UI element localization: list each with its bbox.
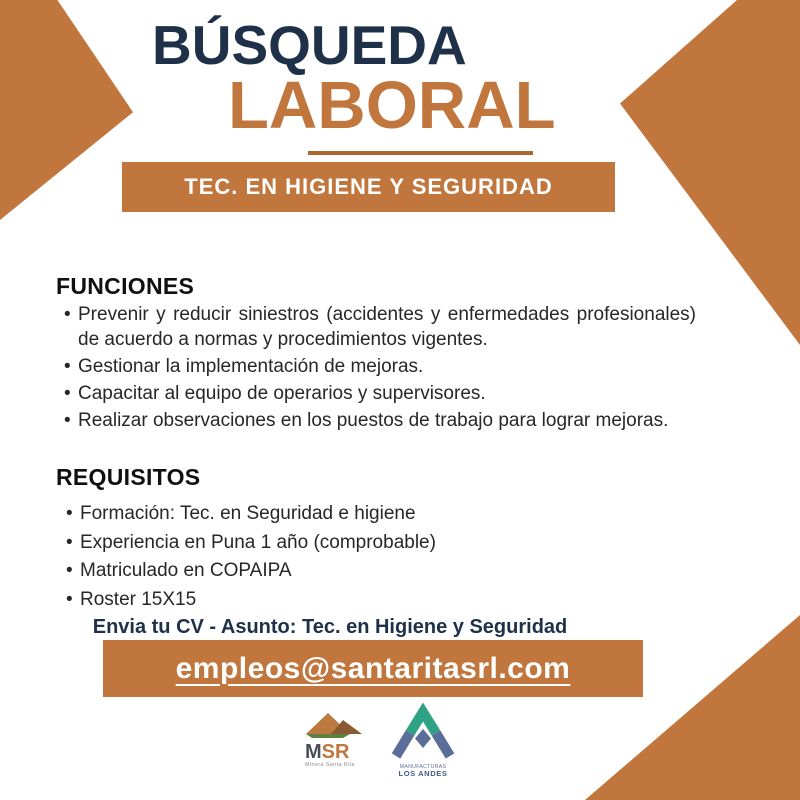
funciones-heading: FUNCIONES [56, 273, 195, 299]
msr-subtitle: Minera Santa Rita [305, 762, 355, 768]
page-title-line2: LABORAL [228, 68, 556, 143]
los-andes-logo-icon [386, 700, 460, 780]
msr-acronym [305, 741, 350, 763]
list-item: • Capacitar al equipo de operarios y supervisores. [78, 381, 696, 406]
list-item: • Formación: Tec. en Seguridad e higiene [80, 501, 680, 528]
msr-mountain-base-icon [306, 734, 350, 738]
cv-instruction: Envia tu CV - Asunto: Tec. en Higiene y Seguridad [92, 616, 568, 638]
title-underline [308, 151, 533, 155]
requisitos-heading: REQUISITOS [56, 464, 201, 490]
andes-wordmark-line2: LOS ANDES [398, 769, 448, 778]
msr-logo-icon [298, 706, 374, 770]
list-item: • Roster 15X15 [80, 587, 680, 614]
list-item: • Realizar observaciones en los puestos de trabajo para lograr mejoras. [78, 408, 696, 433]
andes-leg-right-icon [436, 733, 450, 756]
msr-acronym-m: M [305, 741, 322, 763]
role-banner-label: TEC. EN HIGIENE Y SEGURIDAD [184, 174, 553, 199]
email-link[interactable]: empleos@santaritasrl.com [175, 651, 571, 685]
list-item: • Prevenir y reducir siniestros (accidentes y enfermedades profesionales) de acuerdo a normas y procedimientos vigentes. [78, 302, 696, 352]
email-banner [103, 640, 643, 697]
andes-wordmark-line1: MANUFACTURAS [399, 764, 447, 770]
list-item: • Experiencia en Puna 1 año (comprobable) [80, 530, 680, 557]
msr-acronym-sr: SR [321, 741, 350, 763]
funciones-list [78, 302, 696, 435]
requisitos-list [80, 501, 680, 615]
page-title-line1: BÚSQUEDA [152, 14, 467, 76]
top-left-accent-shape [0, 0, 140, 220]
list-item: • Matriculado en COPAIPA [80, 558, 680, 585]
list-item: • Gestionar la implementación de mejoras. [78, 354, 696, 379]
role-banner [122, 162, 615, 212]
andes-diamond-icon [415, 729, 431, 748]
andes-leg-left-icon [396, 733, 410, 756]
top-right-accent-shape [620, 0, 800, 345]
